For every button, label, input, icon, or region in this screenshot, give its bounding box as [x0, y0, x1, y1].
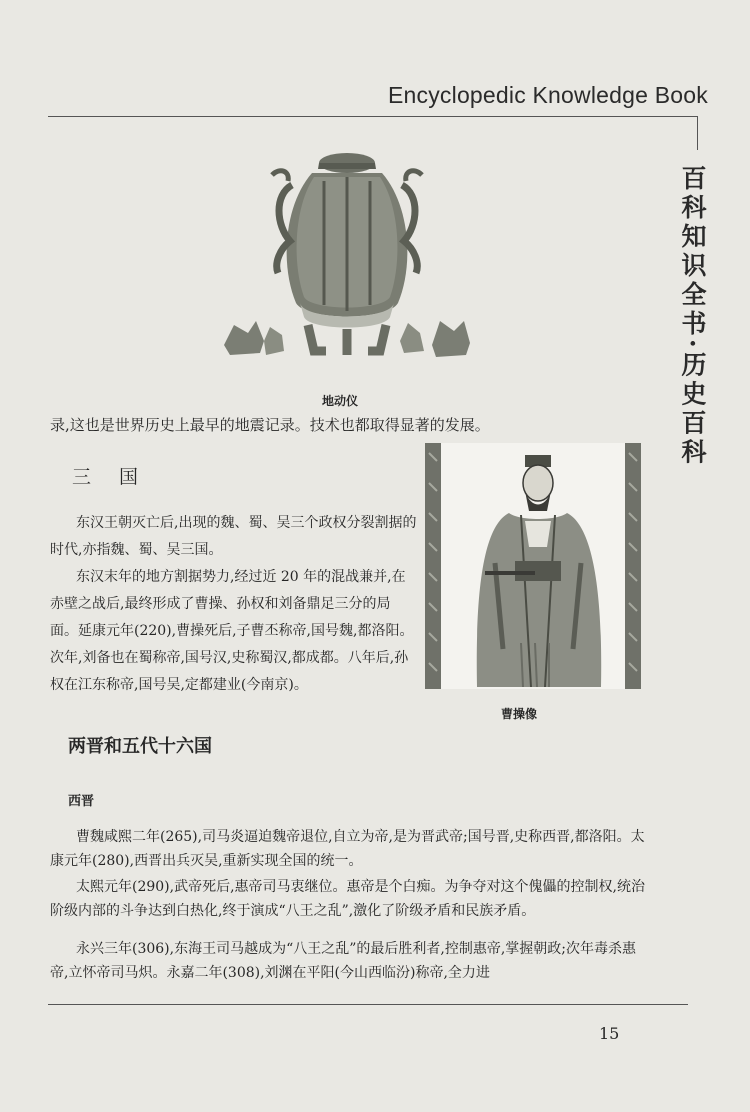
seismograph-illustration	[214, 145, 480, 367]
paragraph-text: 东汉王朝灭亡后,出现的魏、蜀、吴三个政权分裂割据的时代,亦指魏、蜀、吴三国。	[50, 515, 417, 558]
paragraph-text: 永兴三年(306),东海王司马越成为“八王之乱”的最后胜利者,控制惠帝,掌握朝政;次年毒杀惠帝,立怀帝司马炽。永嘉二年(308),刘渊在平阳(今山西临汾)称帝,全力进	[50, 941, 637, 981]
caocao-caption: 曹操像	[501, 707, 538, 721]
header-rule	[48, 116, 698, 117]
paragraph-text: 东汉末年的地方割据势力,经过近 20 年的混战兼并,在赤壁之战后,最终形成了曹操、孙权和刘备鼎足三分的局面。延康元年(220),曹操死后,子曹丕称帝,国号魏,都洛阳。次年,刘备也在蜀称帝,国号汉,史称蜀汉,都成都。八年后,孙权在江东称帝,国号吴,定都建业(今南京)。	[50, 569, 414, 693]
continued-line: 录,这也是世界历史上最早的地震记录。技术也都取得显著的发展。	[50, 416, 490, 434]
caocao-portrait-illustration	[425, 443, 641, 689]
side-title: 百科知识全书·历史百科	[678, 165, 707, 468]
footer-rule	[48, 1004, 688, 1005]
seismograph-caption: 地动仪	[322, 394, 359, 408]
header-rule-vertical	[697, 116, 698, 150]
subsection-heading: 西晋	[68, 794, 95, 809]
paragraph	[50, 825, 650, 873]
paragraph-text: 太熙元年(290),武帝死后,惠帝司马衷继位。惠帝是个白痴。为争夺对这个傀儡的控制权,统治阶级内部的斗争达到白热化,终于演成“八王之乱”,激化了阶级矛盾和民族矛盾。	[50, 879, 645, 919]
paragraph	[50, 875, 650, 923]
paragraph-text: 曹魏咸熙二年(265),司马炎逼迫魏帝退位,自立为帝,是为晋武帝;国号晋,史称西晋,都洛阳。太康元年(280),西晋出兵灭吴,重新实现全国的统一。	[50, 829, 645, 869]
section-heading: 三 国	[72, 466, 150, 488]
paragraph	[50, 937, 650, 985]
paragraph	[50, 510, 418, 564]
section-heading: 两晋和五代十六国	[68, 736, 212, 757]
running-title: Encyclopedic Knowledge Book	[388, 82, 708, 108]
paragraph	[50, 564, 418, 699]
page-number: 15	[599, 1024, 620, 1043]
